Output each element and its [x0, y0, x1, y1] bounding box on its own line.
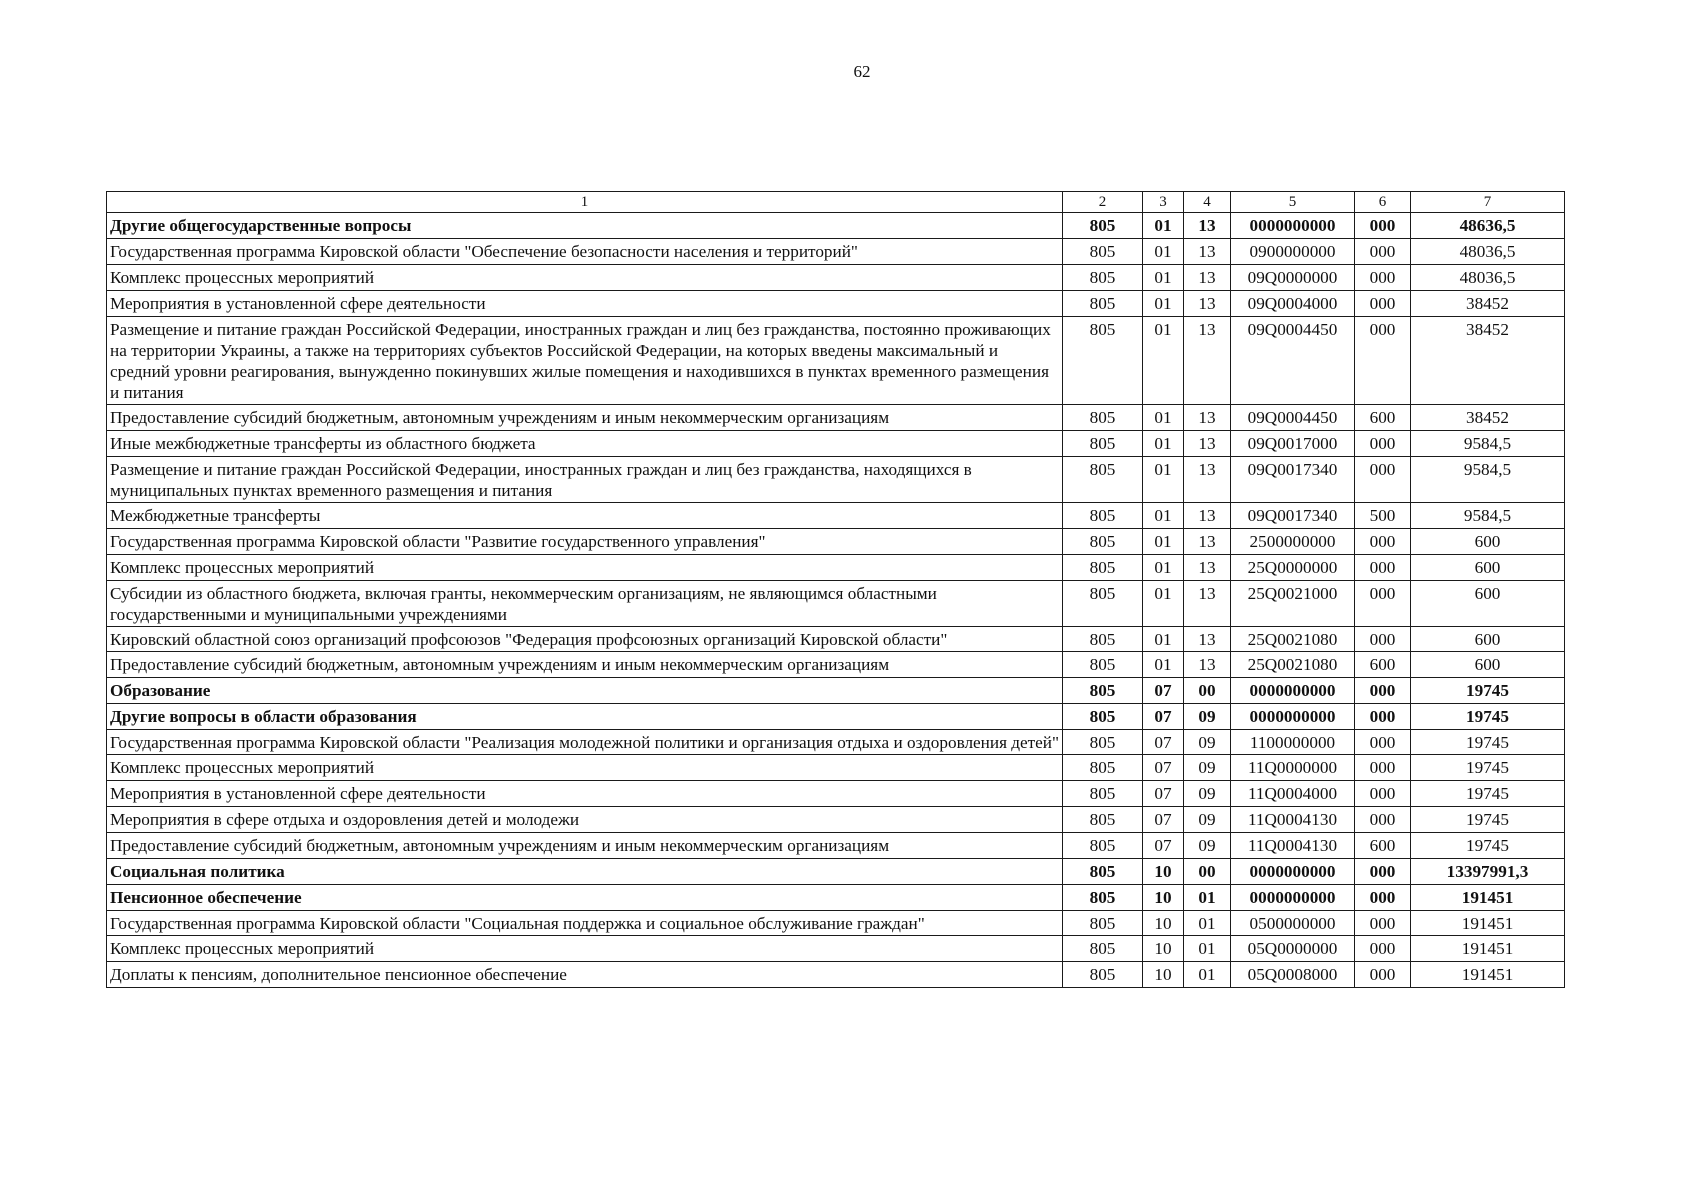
- row-col3-cell: 01: [1143, 581, 1184, 627]
- table-row: [107, 678, 1565, 704]
- table-row: [107, 503, 1565, 529]
- row-col5-cell: 0000000000: [1231, 704, 1355, 730]
- row-col3-cell: 01: [1143, 213, 1184, 239]
- row-col2-cell: 805: [1063, 885, 1143, 911]
- row-col6-cell: 600: [1355, 405, 1411, 431]
- row-col5-cell: 05Q0000000: [1231, 936, 1355, 962]
- row-col6-cell: 000: [1355, 581, 1411, 627]
- row-name-cell: Комплекс процессных мероприятий: [107, 936, 1063, 962]
- row-col7-cell: 9584,5: [1411, 503, 1565, 529]
- row-col6-cell: 000: [1355, 911, 1411, 936]
- row-col4-cell: 01: [1184, 885, 1231, 911]
- row-col5-cell: 09Q0017000: [1231, 431, 1355, 457]
- column-header: 1: [107, 192, 1063, 213]
- row-col2-cell: 805: [1063, 781, 1143, 807]
- row-col5-cell: 0000000000: [1231, 885, 1355, 911]
- table-row: [107, 652, 1565, 678]
- row-col6-cell: 000: [1355, 704, 1411, 730]
- row-col3-cell: 01: [1143, 627, 1184, 652]
- row-col6-cell: 000: [1355, 807, 1411, 833]
- row-col7-cell: 600: [1411, 555, 1565, 581]
- table-row: [107, 627, 1565, 652]
- row-col5-cell: 1100000000: [1231, 730, 1355, 755]
- row-col6-cell: 000: [1355, 555, 1411, 581]
- row-col2-cell: 805: [1063, 213, 1143, 239]
- table-row: [107, 704, 1565, 730]
- row-col7-cell: 19745: [1411, 833, 1565, 859]
- row-col3-cell: 10: [1143, 885, 1184, 911]
- row-col5-cell: 11Q0004130: [1231, 807, 1355, 833]
- row-col4-cell: 13: [1184, 239, 1231, 265]
- row-col4-cell: 13: [1184, 291, 1231, 317]
- row-col7-cell: 19745: [1411, 704, 1565, 730]
- row-col5-cell: 0900000000: [1231, 239, 1355, 265]
- column-header: 4: [1184, 192, 1231, 213]
- row-col7-cell: 600: [1411, 627, 1565, 652]
- table-row: [107, 457, 1565, 503]
- row-name-cell: Другие общегосударственные вопросы: [107, 213, 1063, 239]
- column-header: 2: [1063, 192, 1143, 213]
- row-col5-cell: 11Q0000000: [1231, 755, 1355, 781]
- row-name-cell: Комплекс процессных мероприятий: [107, 755, 1063, 781]
- row-col3-cell: 10: [1143, 962, 1184, 988]
- row-col4-cell: 13: [1184, 627, 1231, 652]
- row-name-cell: Государственная программа Кировской области "Реализация молодежной политики и организация отдыха и оздоровления детей": [107, 730, 1063, 755]
- table-row: [107, 936, 1565, 962]
- table-row: [107, 431, 1565, 457]
- row-col6-cell: 000: [1355, 239, 1411, 265]
- table-row: [107, 291, 1565, 317]
- row-col6-cell: 000: [1355, 317, 1411, 405]
- table-body: [107, 192, 1565, 988]
- row-col2-cell: 805: [1063, 730, 1143, 755]
- row-col3-cell: 01: [1143, 431, 1184, 457]
- row-name-cell: Кировский областной союз организаций профсоюзов "Федерация профсоюзных организаций Кировской области": [107, 627, 1063, 652]
- row-col7-cell: 191451: [1411, 911, 1565, 936]
- table-row: [107, 405, 1565, 431]
- row-col6-cell: 000: [1355, 529, 1411, 555]
- row-col7-cell: 600: [1411, 581, 1565, 627]
- row-col2-cell: 805: [1063, 503, 1143, 529]
- row-col6-cell: 000: [1355, 755, 1411, 781]
- row-col4-cell: 13: [1184, 213, 1231, 239]
- page-number: 62: [853, 62, 871, 81]
- row-col4-cell: 00: [1184, 678, 1231, 704]
- table-row: [107, 529, 1565, 555]
- row-col6-cell: 000: [1355, 936, 1411, 962]
- row-col3-cell: 01: [1143, 265, 1184, 291]
- row-col5-cell: 25Q0021000: [1231, 581, 1355, 627]
- row-col3-cell: 10: [1143, 936, 1184, 962]
- row-col7-cell: 38452: [1411, 317, 1565, 405]
- row-col5-cell: 09Q0000000: [1231, 265, 1355, 291]
- row-col6-cell: 000: [1355, 730, 1411, 755]
- row-col5-cell: 0000000000: [1231, 678, 1355, 704]
- row-col2-cell: 805: [1063, 678, 1143, 704]
- row-col3-cell: 07: [1143, 678, 1184, 704]
- row-col7-cell: 19745: [1411, 678, 1565, 704]
- row-col3-cell: 01: [1143, 291, 1184, 317]
- row-name-cell: Мероприятия в установленной сфере деятельности: [107, 781, 1063, 807]
- row-col4-cell: 13: [1184, 652, 1231, 678]
- row-col4-cell: 13: [1184, 581, 1231, 627]
- row-col2-cell: 805: [1063, 291, 1143, 317]
- row-col3-cell: 01: [1143, 457, 1184, 503]
- row-name-cell: Другие вопросы в области образования: [107, 704, 1063, 730]
- row-col3-cell: 01: [1143, 239, 1184, 265]
- row-col4-cell: 01: [1184, 962, 1231, 988]
- row-col5-cell: 25Q0021080: [1231, 652, 1355, 678]
- row-col6-cell: 000: [1355, 457, 1411, 503]
- column-header: 6: [1355, 192, 1411, 213]
- table-row: [107, 833, 1565, 859]
- row-col2-cell: 805: [1063, 405, 1143, 431]
- row-col4-cell: 00: [1184, 859, 1231, 885]
- row-col3-cell: 01: [1143, 503, 1184, 529]
- row-col7-cell: 48036,5: [1411, 239, 1565, 265]
- row-col2-cell: 805: [1063, 265, 1143, 291]
- row-col7-cell: 19745: [1411, 755, 1565, 781]
- row-name-cell: Государственная программа Кировской области "Развитие государственного управления": [107, 529, 1063, 555]
- column-header: 7: [1411, 192, 1565, 213]
- row-col7-cell: 48636,5: [1411, 213, 1565, 239]
- row-col2-cell: 805: [1063, 755, 1143, 781]
- row-col2-cell: 805: [1063, 911, 1143, 936]
- table-row: [107, 555, 1565, 581]
- row-col7-cell: 19745: [1411, 781, 1565, 807]
- row-name-cell: Межбюджетные трансферты: [107, 503, 1063, 529]
- row-col4-cell: 09: [1184, 704, 1231, 730]
- row-col7-cell: 38452: [1411, 405, 1565, 431]
- row-col7-cell: 19745: [1411, 807, 1565, 833]
- row-col2-cell: 805: [1063, 652, 1143, 678]
- table-row: [107, 581, 1565, 627]
- row-col7-cell: 600: [1411, 529, 1565, 555]
- row-col6-cell: 000: [1355, 291, 1411, 317]
- row-col5-cell: 09Q0017340: [1231, 457, 1355, 503]
- row-col6-cell: 500: [1355, 503, 1411, 529]
- column-header: 5: [1231, 192, 1355, 213]
- row-col2-cell: 805: [1063, 936, 1143, 962]
- row-col7-cell: 191451: [1411, 962, 1565, 988]
- row-name-cell: Комплекс процессных мероприятий: [107, 265, 1063, 291]
- row-col4-cell: 09: [1184, 755, 1231, 781]
- table-row: [107, 730, 1565, 755]
- row-col3-cell: 07: [1143, 807, 1184, 833]
- row-col3-cell: 07: [1143, 755, 1184, 781]
- row-col5-cell: 0500000000: [1231, 911, 1355, 936]
- row-col3-cell: 10: [1143, 859, 1184, 885]
- column-header-row: [107, 192, 1565, 213]
- table-row: [107, 911, 1565, 936]
- table-row: [107, 781, 1565, 807]
- row-col3-cell: 07: [1143, 781, 1184, 807]
- row-col2-cell: 805: [1063, 529, 1143, 555]
- row-col6-cell: 000: [1355, 213, 1411, 239]
- row-name-cell: Размещение и питание граждан Российской Федерации, иностранных граждан и лиц без гражданства, находящихся в муниципальных пунктах временного размещения и питания: [107, 457, 1063, 503]
- row-col3-cell: 01: [1143, 317, 1184, 405]
- row-name-cell: Государственная программа Кировской области "Обеспечение безопасности населения и территорий": [107, 239, 1063, 265]
- row-col6-cell: 000: [1355, 431, 1411, 457]
- row-name-cell: Предоставление субсидий бюджетным, автономным учреждениям и иным некоммерческим организациям: [107, 833, 1063, 859]
- row-col2-cell: 805: [1063, 962, 1143, 988]
- row-col2-cell: 805: [1063, 239, 1143, 265]
- row-name-cell: Мероприятия в установленной сфере деятельности: [107, 291, 1063, 317]
- row-col2-cell: 805: [1063, 627, 1143, 652]
- row-name-cell: Иные межбюджетные трансферты из областного бюджета: [107, 431, 1063, 457]
- row-col5-cell: 2500000000: [1231, 529, 1355, 555]
- row-col5-cell: 09Q0004450: [1231, 405, 1355, 431]
- row-col4-cell: 13: [1184, 457, 1231, 503]
- table-row: [107, 962, 1565, 988]
- row-col6-cell: 000: [1355, 859, 1411, 885]
- row-col6-cell: 000: [1355, 781, 1411, 807]
- table-row: [107, 807, 1565, 833]
- row-col2-cell: 805: [1063, 581, 1143, 627]
- row-col4-cell: 09: [1184, 807, 1231, 833]
- row-col7-cell: 9584,5: [1411, 431, 1565, 457]
- row-col2-cell: 805: [1063, 555, 1143, 581]
- row-col3-cell: 10: [1143, 911, 1184, 936]
- row-col2-cell: 805: [1063, 833, 1143, 859]
- row-col4-cell: 13: [1184, 503, 1231, 529]
- row-col6-cell: 000: [1355, 678, 1411, 704]
- row-name-cell: Пенсионное обеспечение: [107, 885, 1063, 911]
- row-col5-cell: 0000000000: [1231, 859, 1355, 885]
- row-col5-cell: 09Q0017340: [1231, 503, 1355, 529]
- row-name-cell: Субсидии из областного бюджета, включая гранты, некоммерческим организациям, не являющимся областными государственными и муниципальными учреждениями: [107, 581, 1063, 627]
- row-col4-cell: 01: [1184, 911, 1231, 936]
- row-col4-cell: 13: [1184, 265, 1231, 291]
- row-col7-cell: 191451: [1411, 936, 1565, 962]
- row-col4-cell: 09: [1184, 781, 1231, 807]
- row-col2-cell: 805: [1063, 807, 1143, 833]
- row-col7-cell: 38452: [1411, 291, 1565, 317]
- row-name-cell: Предоставление субсидий бюджетным, автономным учреждениям и иным некоммерческим организациям: [107, 652, 1063, 678]
- row-col5-cell: 11Q0004000: [1231, 781, 1355, 807]
- row-col4-cell: 13: [1184, 529, 1231, 555]
- table-row: [107, 213, 1565, 239]
- row-name-cell: Мероприятия в сфере отдыха и оздоровления детей и молодежи: [107, 807, 1063, 833]
- row-col7-cell: 48036,5: [1411, 265, 1565, 291]
- row-col4-cell: 09: [1184, 730, 1231, 755]
- row-col5-cell: 09Q0004000: [1231, 291, 1355, 317]
- row-col5-cell: 05Q0008000: [1231, 962, 1355, 988]
- row-name-cell: Доплаты к пенсиям, дополнительное пенсионное обеспечение: [107, 962, 1063, 988]
- row-col6-cell: 600: [1355, 833, 1411, 859]
- row-name-cell: Образование: [107, 678, 1063, 704]
- table-row: [107, 239, 1565, 265]
- budget-table: [106, 191, 1565, 988]
- row-col4-cell: 13: [1184, 317, 1231, 405]
- table-row: [107, 859, 1565, 885]
- row-col6-cell: 000: [1355, 627, 1411, 652]
- row-col4-cell: 13: [1184, 405, 1231, 431]
- column-header: 3: [1143, 192, 1184, 213]
- row-col3-cell: 07: [1143, 833, 1184, 859]
- row-col3-cell: 07: [1143, 730, 1184, 755]
- table-row: [107, 885, 1565, 911]
- row-col7-cell: 19745: [1411, 730, 1565, 755]
- row-col4-cell: 09: [1184, 833, 1231, 859]
- table-row: [107, 317, 1565, 405]
- row-col7-cell: 191451: [1411, 885, 1565, 911]
- row-col7-cell: 600: [1411, 652, 1565, 678]
- row-col4-cell: 13: [1184, 555, 1231, 581]
- row-col3-cell: 01: [1143, 529, 1184, 555]
- row-col7-cell: 13397991,3: [1411, 859, 1565, 885]
- row-col4-cell: 13: [1184, 431, 1231, 457]
- row-col2-cell: 805: [1063, 431, 1143, 457]
- row-col7-cell: 9584,5: [1411, 457, 1565, 503]
- row-col6-cell: 000: [1355, 265, 1411, 291]
- row-col2-cell: 805: [1063, 859, 1143, 885]
- row-name-cell: Социальная политика: [107, 859, 1063, 885]
- row-col2-cell: 805: [1063, 317, 1143, 405]
- row-name-cell: Предоставление субсидий бюджетным, автономным учреждениям и иным некоммерческим организациям: [107, 405, 1063, 431]
- row-col5-cell: 25Q0021080: [1231, 627, 1355, 652]
- row-col2-cell: 805: [1063, 457, 1143, 503]
- row-col3-cell: 01: [1143, 652, 1184, 678]
- row-col6-cell: 000: [1355, 885, 1411, 911]
- row-col5-cell: 25Q0000000: [1231, 555, 1355, 581]
- row-col3-cell: 01: [1143, 555, 1184, 581]
- row-col6-cell: 600: [1355, 652, 1411, 678]
- row-col6-cell: 000: [1355, 962, 1411, 988]
- row-col2-cell: 805: [1063, 704, 1143, 730]
- table-row: [107, 265, 1565, 291]
- table-row: [107, 755, 1565, 781]
- row-col4-cell: 01: [1184, 936, 1231, 962]
- row-name-cell: Государственная программа Кировской области "Социальная поддержка и социальное обслуживание граждан": [107, 911, 1063, 936]
- row-col3-cell: 07: [1143, 704, 1184, 730]
- row-col5-cell: 09Q0004450: [1231, 317, 1355, 405]
- row-col5-cell: 0000000000: [1231, 213, 1355, 239]
- row-name-cell: Комплекс процессных мероприятий: [107, 555, 1063, 581]
- row-col5-cell: 11Q0004130: [1231, 833, 1355, 859]
- row-name-cell: Размещение и питание граждан Российской Федерации, иностранных граждан и лиц без гражданства, постоянно проживающих на территории Украины, а также на территориях субъектов Российской Федерации, на которых введены максимальный и средний уровни реагирования, вынужденно покинувших жилые помещения и находившихся в пунктах временного размещения и питания: [107, 317, 1063, 405]
- row-col3-cell: 01: [1143, 405, 1184, 431]
